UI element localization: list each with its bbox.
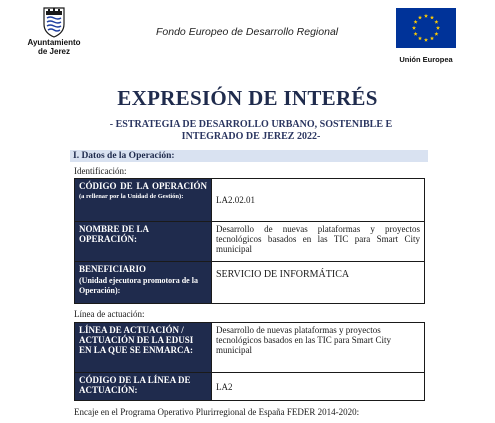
- codigo-operacion-label: CÓDIGO DE LA OPERACIÓN: [79, 181, 207, 191]
- ayuntamiento-name-line1: Ayuntamiento: [27, 38, 81, 47]
- ayuntamiento-logo: [20, 6, 88, 56]
- codigo-operacion-value: LA2.02.01: [212, 179, 425, 222]
- identificacion-table: [74, 178, 425, 304]
- codigo-linea-label: CÓDIGO DE LA LÍNEA DE ACTUACIÓN:: [75, 373, 212, 401]
- fondo-europeo-label: Fondo Europeo de Desarrollo Regional: [156, 26, 339, 38]
- table-row: [75, 323, 425, 373]
- table-row: [75, 222, 425, 262]
- linea-actuacion-table: [74, 322, 425, 401]
- union-europea-logo: [396, 8, 456, 64]
- beneficiario-value: SERVICIO DE INFORMÁTICA: [212, 262, 425, 304]
- subtitle-line-2: INTEGRADO DE JEREZ 2022-: [181, 131, 321, 142]
- nombre-operacion-label: NOMBRE DE LA OPERACIÓN:: [75, 222, 212, 262]
- jerez-coat-of-arms-icon: [39, 6, 69, 38]
- codigo-linea-value: LA2: [212, 373, 425, 401]
- nombre-operacion-value: Desarrollo de nuevas plataformas y proyectos tecnológicos basados en las TIC para Smart City municipal: [212, 222, 425, 262]
- document-header: [0, 0, 495, 72]
- beneficiario-note: (Unidad ejecutora promotora de la Operación):: [79, 276, 198, 295]
- codigo-operacion-note: (a rellenar por la Unidad de Gestión):: [79, 193, 184, 200]
- identificacion-label: Identificación:: [74, 166, 127, 176]
- beneficiario-label: BENEFICIARIO: [79, 264, 147, 274]
- eu-flag-icon: [396, 8, 456, 48]
- table-row: [75, 262, 425, 304]
- union-europea-label: Unión Europea: [399, 55, 453, 64]
- linea-actuacion-label: Línea de actuación:: [74, 309, 145, 319]
- table-row: [75, 179, 425, 222]
- ayuntamiento-name-line2: de Jerez: [37, 47, 71, 56]
- programa-operativo-label: Encaje en el Programa Operativo Plurirregional de España FEDER 2014-2020:: [74, 407, 360, 417]
- table-row: [75, 373, 425, 401]
- subtitle-line-1: - ESTRATEGIA DE DESARROLLO URBANO, SOSTENIBLE E: [109, 119, 393, 130]
- section-heading: I. Datos de la Operación:: [70, 150, 428, 162]
- actuacion-edusi-label: LÍNEA DE ACTUACIÓN / ACTUACIÓN DE LA EDUSI EN LA QUE SE ENMARCA:: [75, 323, 212, 373]
- codigo-operacion-label-cell: [75, 179, 212, 222]
- actuacion-edusi-value: Desarrollo de nuevas plataformas y proyectos tecnológicos basados en las TIC para Smart City municipal: [212, 323, 425, 373]
- beneficiario-label-cell: [75, 262, 212, 304]
- document-subtitle: [86, 119, 416, 143]
- document-title: EXPRESIÓN DE INTERÉS: [117, 86, 378, 110]
